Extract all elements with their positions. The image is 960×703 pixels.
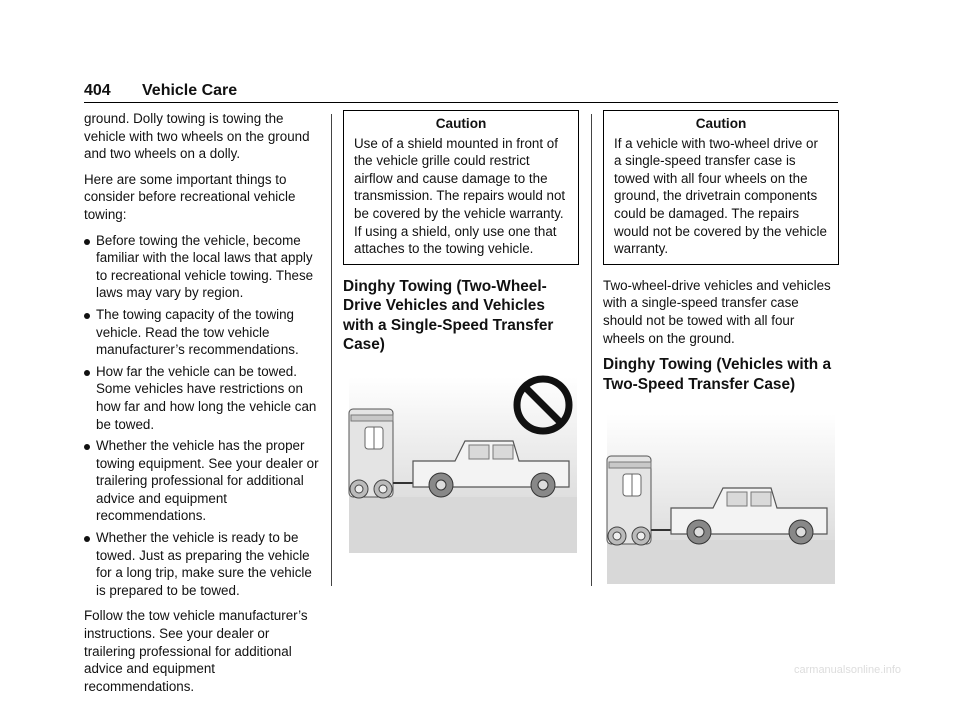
list-item: Whether the vehicle is ready to be towed. Just as preparing the vehicle for a long trip, make sure the vehicle is prepared to be towed. <box>84 529 324 599</box>
column-1 <box>84 110 324 703</box>
towing-illustration <box>343 365 577 553</box>
column-divider-2 <box>591 114 592 586</box>
list-item: Before towing the vehicle, become familiar with the local laws that apply to recreational vehicle towing. These laws may vary by region. <box>84 232 324 302</box>
bullet-icon <box>84 239 90 245</box>
towing-illustration <box>603 404 837 588</box>
page-header <box>84 82 838 102</box>
caution-box <box>603 110 839 265</box>
column-divider-1 <box>331 114 332 586</box>
bullet-icon <box>84 444 90 450</box>
body-paragraph: Two-wheel-drive vehicles and vehicles with a single-speed transfer case should not be towed with all four wheels on the ground. <box>603 277 831 346</box>
illustration-recommended <box>603 404 837 588</box>
section-heading: Dinghy Towing (Two-Wheel-Drive Vehicles and Vehicles with a Single-Speed Transfer Case) <box>343 277 554 354</box>
bullet-icon <box>84 313 90 319</box>
column-3 <box>603 110 839 588</box>
page-number: 404 <box>84 82 111 99</box>
list-item: Whether the vehicle has the proper towing equipment. See your dealer or trailering professional for additional advice and equipment recommendations. <box>84 437 324 525</box>
bullet-icon <box>84 536 90 542</box>
caution-title: Caution <box>695 116 747 131</box>
illustration-not-recommended <box>343 365 577 553</box>
intro-paragraph: ground. Dolly towing is towing the vehicle with two wheels on the ground and two wheels on a dolly. <box>84 111 310 162</box>
closing-paragraph: Follow the tow vehicle manufacturer’s instructions. See your dealer or trailering professional for additional advice and equipment recommendations. <box>84 608 308 694</box>
caution-box <box>343 110 579 265</box>
caution-text: If a vehicle with two-wheel drive or a single-speed transfer case is towed with all four wheels on the ground, the drivetrain components could be damaged. The repairs would not be covered by the vehicle warranty. <box>614 135 827 257</box>
lead-paragraph: Here are some important things to consider before recreational vehicle towing: <box>84 171 296 222</box>
caution-title: Caution <box>435 116 487 131</box>
section-heading: Dinghy Towing (Vehicles with a Two-Speed Transfer Case) <box>603 356 832 393</box>
list-item: How far the vehicle can be towed. Some vehicles have restrictions on how far and how long the vehicle can be towed. <box>84 363 324 433</box>
watermark: carmanualsonline.info <box>794 664 902 676</box>
bullet-icon <box>84 370 90 376</box>
header-divider <box>84 102 838 103</box>
column-2 <box>343 110 579 553</box>
section-title: Vehicle Care <box>142 82 238 99</box>
caution-text: Use of a shield mounted in front of the vehicle grille could restrict airflow and cause damage to the transmission. The repairs would not be covered by the vehicle warranty. If using a shield, only use one that attaches to the towing vehicle. <box>354 135 566 257</box>
considerations-list <box>84 232 324 600</box>
list-item: The towing capacity of the towing vehicle. Read the tow vehicle manufacturer’s recommendations. <box>84 306 324 359</box>
